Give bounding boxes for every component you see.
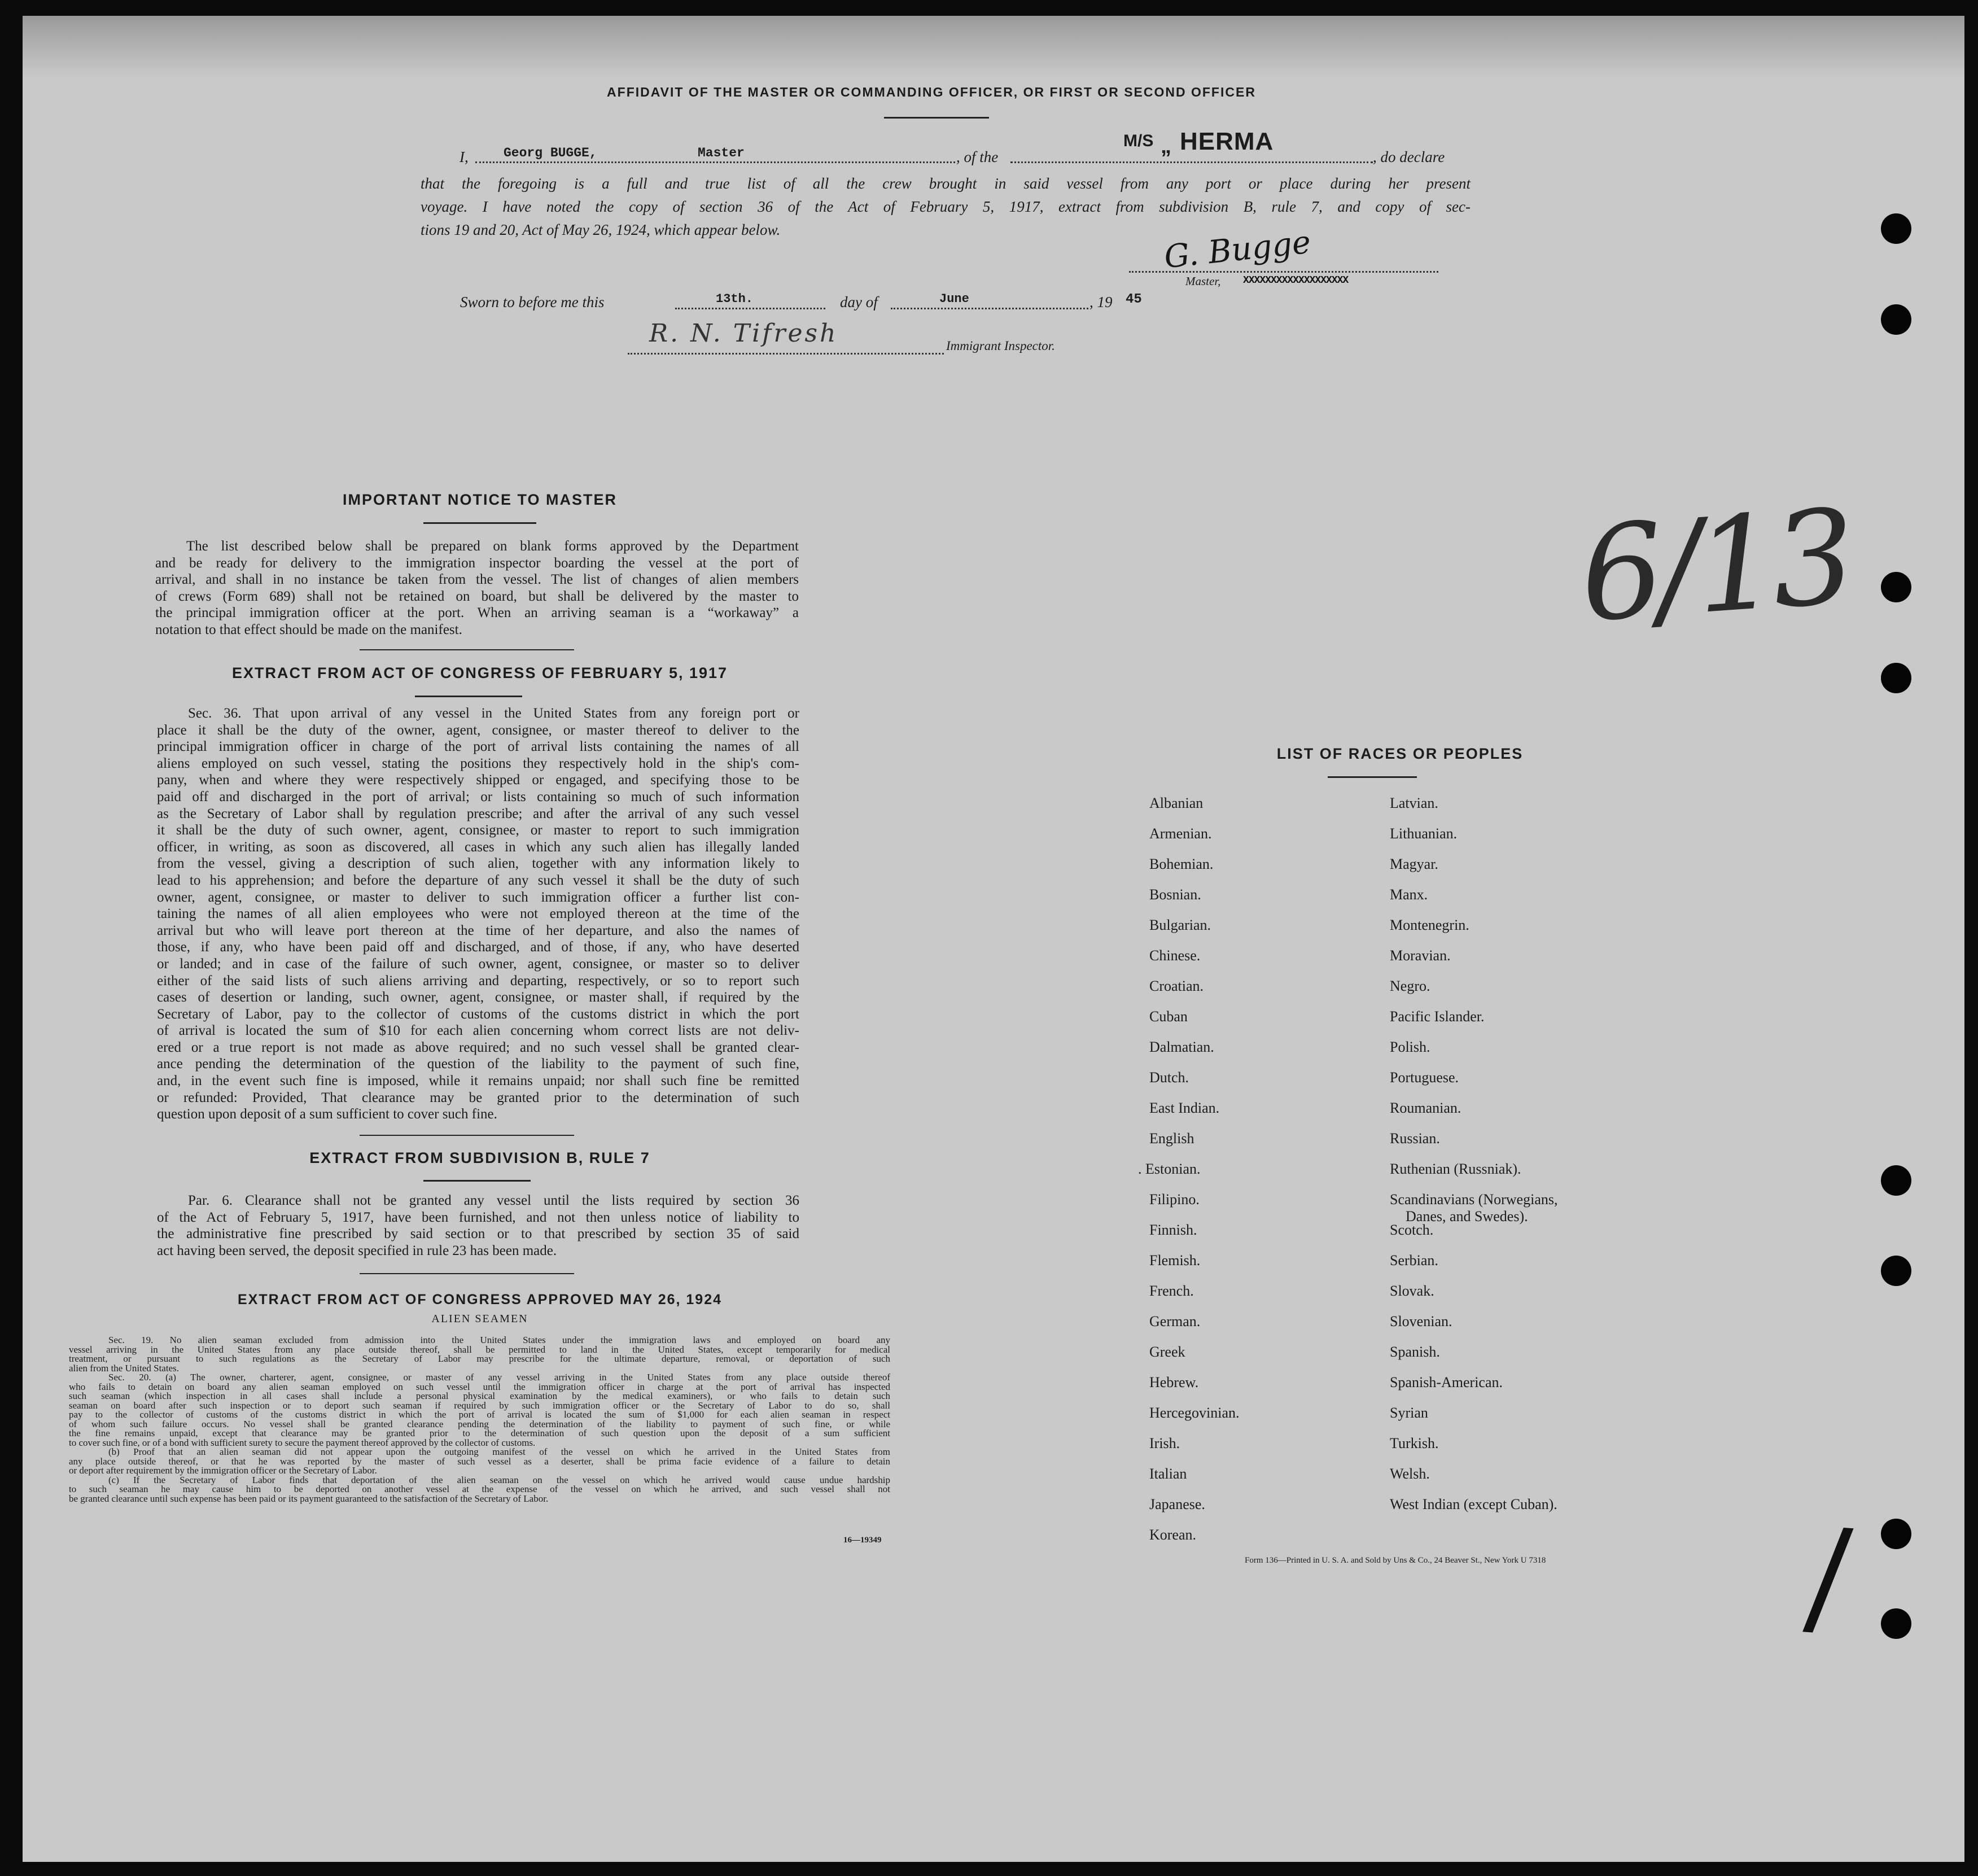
race-entry: French. bbox=[1149, 1283, 1194, 1299]
extract-1917-line: place it shall be the duty of the owner, agent, consignee, or master thereof to deliver to the bbox=[157, 722, 799, 738]
race-entry: Turkish. bbox=[1390, 1435, 1439, 1451]
notice-line: The list described below shall be prepared on blank forms approved by the Department bbox=[186, 539, 799, 554]
extract-1924-line: Sec. 20. (a) The owner, charterer, agent, consignee, or master of any vessel arriving in the United States from any place outside thereof bbox=[108, 1372, 890, 1383]
sworn-month: June bbox=[939, 292, 969, 306]
extract-1924-line: of whom such failure occurs. No vessel shall be granted clearance pending the determination of the liability to payment of such fine, or while bbox=[69, 1418, 890, 1429]
extract-rule7-line: act having been served, the deposit specified in rule 23 has been made. bbox=[157, 1243, 557, 1258]
race-entry: Filipino. bbox=[1149, 1191, 1200, 1208]
extract-1924-line: who fails to detain on board any alien seaman employed on such vessel until the immigration officer in charge at the port of arrival has inspected bbox=[69, 1381, 890, 1392]
extract-1917-line: or landed; and in case of the failure of such owner, agent, consignee, or master so to deliver bbox=[157, 956, 799, 972]
extract-1924-line: or deport after requirement by the immigration officer or the Secretary of Labor. bbox=[69, 1465, 377, 1476]
extract-1924-line: pay to the collector of customs of the customs district in which the port of arrival is located the sum of $1,000 for each alien seaman in respect bbox=[69, 1409, 890, 1420]
title-rule bbox=[884, 117, 989, 119]
race-entry: Hebrew. bbox=[1149, 1374, 1199, 1390]
margin-pen-mark: / bbox=[1801, 1500, 1856, 1654]
extract-1917-line: question upon deposit of a sum sufficient to cover such fine. bbox=[157, 1107, 497, 1122]
vessel-line bbox=[1010, 161, 1373, 163]
extract-1917-line: ance pending the determination of the question of the liability to the payment of such fine, bbox=[157, 1056, 799, 1072]
extract-1924-subtitle: ALIEN SEAMEN bbox=[431, 1313, 528, 1325]
vessel-prefix: M/S bbox=[1123, 132, 1154, 150]
extract-1924-line: to cover such fine, or of a bond with sufficient surety to secure the payment thereof approved by the collector of customs. bbox=[69, 1437, 536, 1448]
races-title: LIST OF RACES OR PEOPLES bbox=[1276, 745, 1524, 762]
extract-1917-line: paid off and discharged in the port of arrival; or lists containing so much of such information bbox=[157, 789, 799, 804]
handwritten-date-note: 6/13 bbox=[1576, 482, 1855, 651]
section-divider-1 bbox=[360, 649, 574, 650]
extract-1917-line: either of the said lists of such aliens arriving and departing, respectively, or so to report such bbox=[157, 973, 799, 989]
race-entry: Dutch. bbox=[1149, 1069, 1189, 1086]
of-the-label: , of the bbox=[956, 148, 999, 165]
form-code: 16—19349 bbox=[843, 1536, 882, 1545]
inspector-label: Immigrant Inspector. bbox=[946, 339, 1055, 353]
race-entry: Bulgarian. bbox=[1149, 917, 1211, 933]
race-entry: Magyar. bbox=[1390, 856, 1438, 872]
extract-1924-line: Sec. 19. No alien seaman excluded from admission into the United States under the immigration laws and employed on board any bbox=[108, 1335, 890, 1345]
race-entry: Serbian. bbox=[1390, 1252, 1438, 1269]
notice-text bbox=[155, 538, 799, 639]
race-entry: East Indian. bbox=[1149, 1100, 1220, 1116]
notice-line: the principal immigration officer at the port. When an arriving seaman is a “workaway” a bbox=[155, 605, 799, 621]
extract-1924-title: EXTRACT FROM ACT OF CONGRESS APPROVED MAY 26, 1924 bbox=[237, 1292, 723, 1307]
declaration-line-2: that the foregoing is a full and true list of all the crew brought in said vessel from any port or place during her present bbox=[421, 175, 1471, 192]
extract-1924-line: any place outside thereof, or that he was reported by the master of such vessel as a deserter, shall be prima facie evidence of a failure to detain bbox=[69, 1455, 890, 1467]
race-entry: Cuban bbox=[1149, 1008, 1188, 1025]
race-entry: Lithuanian. bbox=[1390, 825, 1458, 842]
affidavit-i: I, bbox=[460, 148, 469, 165]
struck-title: XXXXXXXXXXXXXXXXXXX bbox=[1243, 275, 1349, 286]
punch-hole bbox=[1881, 1256, 1911, 1286]
extract-1917-line: of arrival is located the sum of $10 for each alien concerning whom correct lists are not deliv- bbox=[157, 1023, 799, 1039]
top-shadow bbox=[23, 16, 1964, 78]
section-divider-3 bbox=[360, 1273, 574, 1274]
race-entry: Hercegovinian. bbox=[1149, 1405, 1240, 1421]
extract-1924-line: alien from the United States. bbox=[69, 1362, 179, 1374]
extract-1917-line: lead to his apprehension; and before the departure of any such vessel it shall be the duty of such bbox=[157, 872, 799, 888]
section-divider-2 bbox=[360, 1135, 574, 1136]
name-line bbox=[475, 161, 955, 163]
extract-1917-line: Secretary of Labor, pay to the collector of customs of the customs district in which the port bbox=[157, 1006, 799, 1022]
do-declare-label: , do declare bbox=[1373, 148, 1445, 165]
race-entry: Greek bbox=[1149, 1344, 1185, 1360]
month-line bbox=[891, 308, 1088, 309]
extract-1924-line: seaman on board after such inspection or to deport such seaman if required by such immigration officer or the Secretary of Labor to do so, shall bbox=[69, 1400, 890, 1411]
master-signature: G. Bugge bbox=[1162, 224, 1313, 276]
declaration-line-4: tions 19 and 20, Act of May 26, 1924, which appear below. bbox=[421, 221, 781, 238]
extract-1917-line: Sec. 36. That upon arrival of any vessel in the United States from any foreign port or bbox=[188, 706, 799, 721]
race-entry: Albanian bbox=[1149, 795, 1204, 811]
inspector-signature: R. N. Tifresh bbox=[649, 319, 838, 348]
race-entry: Danes, and Swedes). bbox=[1406, 1208, 1528, 1225]
notice-line: arrival, and shall in no instance be taken from the vessel. The list of changes of alien members bbox=[155, 572, 799, 588]
sworn-year: 45 bbox=[1126, 292, 1142, 307]
races-rule bbox=[1328, 776, 1417, 778]
punch-hole bbox=[1881, 1165, 1911, 1196]
extract-rule7-line: the administrative fine prescribed by said section or to that prescribed by section 35 of said bbox=[157, 1226, 799, 1242]
race-entry: Negro. bbox=[1390, 978, 1430, 994]
extract-1917-title: EXTRACT FROM ACT OF CONGRESS OF FEBRUARY 5, 1917 bbox=[231, 664, 728, 681]
vessel-quote: „ bbox=[1161, 134, 1171, 158]
extract-rule7-line: Par. 6. Clearance shall not be granted any vessel until the lists required by section 36 bbox=[188, 1193, 799, 1208]
extract-1917-line: taining the names of all alien employees who were not employed thereon at the time of the bbox=[157, 906, 799, 922]
race-entry: Irish. bbox=[1149, 1435, 1180, 1451]
race-entry: Roumanian. bbox=[1390, 1100, 1461, 1116]
punch-hole bbox=[1881, 1608, 1911, 1639]
extract-1924-line: treatment, or pursuant to such regulations as the Secretary of Labor may prescribe for the ultimate departure, removal, or deportation of such bbox=[69, 1353, 890, 1364]
race-entry: Pacific Islander. bbox=[1390, 1008, 1485, 1025]
extract-1924-line: vessel arriving in the United States from any place outside thereof, shall be permitted to land in the United States, except temporarily for medical bbox=[69, 1344, 890, 1355]
race-entry: Flemish. bbox=[1149, 1252, 1201, 1269]
inspector-line bbox=[628, 353, 944, 355]
race-entry: West Indian (except Cuban). bbox=[1390, 1496, 1557, 1512]
extract-rule7-line: of the Act of February 5, 1917, have been furnished, and not then unless notice of liability to bbox=[157, 1209, 799, 1225]
extract-1924-text bbox=[69, 1336, 890, 1503]
notice-line: notation to that effect should be made on the manifest. bbox=[155, 622, 462, 637]
race-entry: Bosnian. bbox=[1149, 886, 1201, 903]
race-entry: . Estonian. bbox=[1138, 1161, 1201, 1177]
race-entry: Armenian. bbox=[1149, 825, 1212, 842]
race-entry: Italian bbox=[1149, 1466, 1187, 1482]
day-line bbox=[675, 308, 825, 309]
extract-1917-line: or refunded: Provided, That clearance may be granted prior to the determination of such bbox=[157, 1090, 799, 1105]
extract-1924-line: to such seaman he may cause him to be deported on another vessel at the expense of the vessel on which he arrived, and such vessel shall not bbox=[69, 1484, 890, 1494]
race-entry: Japanese. bbox=[1149, 1496, 1205, 1512]
race-entry: Syrian bbox=[1390, 1405, 1428, 1421]
extract-1917-line: aliens employed on such vessel, stating the positions they respectively hold in the ship's com- bbox=[157, 755, 799, 771]
notice-line: of crews (Form 689) shall not be retained on board, but shall be delivered by the master to bbox=[155, 588, 799, 604]
extract-rule7-rule bbox=[423, 1180, 531, 1182]
race-entry: Scotch. bbox=[1390, 1222, 1434, 1238]
race-entry: Ruthenian (Russniak). bbox=[1390, 1161, 1521, 1177]
notice-title: IMPORTANT NOTICE TO MASTER bbox=[343, 491, 617, 508]
extract-1917-line: and, in the event such fine is imposed, while it remains unpaid; nor shall such fine be remitted bbox=[157, 1073, 799, 1089]
extract-1917-line: pany, when and where they were respectively shipped or engaged, and specifying those to be bbox=[157, 772, 799, 788]
race-entry: Dalmatian. bbox=[1149, 1039, 1214, 1055]
extract-1917-line: from the vessel, giving a description of such alien, together with any information likely to bbox=[157, 856, 799, 872]
master-position: Master bbox=[698, 146, 745, 160]
sworn-label: Sworn to before me this bbox=[460, 294, 605, 311]
extract-1917-line: cases of desertion or landing, such owner, agent, consignee, or master shall, if required by the bbox=[157, 990, 799, 1005]
vessel-name: HERMA bbox=[1180, 128, 1274, 155]
race-entry: Chinese. bbox=[1149, 947, 1201, 964]
race-entry: Russian. bbox=[1390, 1130, 1440, 1147]
race-entry: English bbox=[1149, 1130, 1194, 1147]
race-entry: Spanish-American. bbox=[1390, 1374, 1503, 1390]
race-entry: Welsh. bbox=[1390, 1466, 1430, 1482]
punch-hole bbox=[1881, 213, 1911, 244]
sworn-day: 13th. bbox=[716, 292, 754, 306]
extract-1924-line: (b) Proof that an alien seaman did not appear upon the outgoing manifest of the vessel on which he arrived in the United States from bbox=[108, 1446, 890, 1457]
race-entry: Polish. bbox=[1390, 1039, 1430, 1055]
extract-rule7-title: EXTRACT FROM SUBDIVISION B, RULE 7 bbox=[309, 1149, 650, 1166]
notice-line: and be ready for delivery to the immigration inspector boarding the vessel at the port of bbox=[155, 555, 799, 571]
extract-1917-line: as the Secretary of Labor shall by regulation prescribe; and after the arrival of any such vessel bbox=[157, 806, 799, 821]
extract-1917-line: principal immigration officer in charge of the port of arrival lists containing the names of all bbox=[157, 739, 799, 755]
extract-1917-line: officer, in writing, as soon as discovered, all cases in which any such alien has illegally landed bbox=[157, 839, 799, 855]
extract-rule7-text bbox=[157, 1192, 799, 1259]
day-of-label: day of bbox=[840, 294, 878, 311]
extract-1924-line: such seaman (which inspection in all cases shall include a personal physical examination by the medical examiners), or who fails to detain such bbox=[69, 1390, 890, 1401]
extract-1917-line: ered or a true report is not made as above required; and no such vessel shall be granted clear- bbox=[157, 1039, 799, 1055]
declaration-line-3: voyage. I have noted the copy of section 36 of the Act of February 5, 1917, extract from subdivision B, rule 7, and copy of sec- bbox=[421, 198, 1471, 215]
extract-1917-line: arrival but who will leave port thereon at the time of her departure, and also the names of bbox=[157, 922, 799, 938]
printer-footer: Form 136—Printed in U. S. A. and Sold by Uns & Co., 24 Beaver St., New York U 7318 bbox=[1245, 1556, 1546, 1565]
race-entry: Slovenian. bbox=[1390, 1313, 1452, 1330]
race-entry: Moravian. bbox=[1390, 947, 1451, 964]
signature-line bbox=[1129, 271, 1438, 273]
race-entry: Finnish. bbox=[1149, 1222, 1197, 1238]
race-entry: Latvian. bbox=[1390, 795, 1438, 811]
punch-hole bbox=[1881, 1519, 1911, 1549]
punch-hole bbox=[1881, 663, 1911, 693]
extract-1917-line: those, if any, who have been paid off and discharged, and of those, if any, who have deserted bbox=[157, 939, 799, 955]
punch-hole bbox=[1881, 572, 1911, 602]
extract-1924-line: (c) If the Secretary of Labor finds that deportation of the alien seaman on the vessel on which he arrived would cause undue hardship bbox=[108, 1474, 890, 1485]
race-entry: Slovak. bbox=[1390, 1283, 1434, 1299]
notice-rule bbox=[423, 522, 536, 524]
extract-1917-line: owner, agent, consignee, or master to deliver to such immigration officer a further list con- bbox=[157, 889, 799, 905]
master-label: Master, bbox=[1185, 274, 1221, 288]
race-entry: Bohemian. bbox=[1149, 856, 1214, 872]
extract-1917-line: it shall be the duty of such owner, agent, consignee, or master to report to such immigration bbox=[157, 823, 799, 838]
extract-1924-line: be granted clearance until such expense has been paid or its payment guaranteed to the satisfaction of the Secretary of Labor. bbox=[69, 1493, 549, 1504]
punch-hole bbox=[1881, 304, 1911, 335]
race-entry: Scandinavians (Norwegians, bbox=[1390, 1191, 1558, 1208]
extract-1917-text bbox=[157, 705, 799, 1123]
extract-1917-rule bbox=[415, 696, 522, 697]
race-entry: Portuguese. bbox=[1390, 1069, 1459, 1086]
race-entry: German. bbox=[1149, 1313, 1201, 1330]
affidavit-title: AFFIDAVIT OF THE MASTER OR COMMANDING OFFICER, OR FIRST OR SECOND OFFICER bbox=[607, 85, 1256, 99]
race-entry: Spanish. bbox=[1390, 1344, 1440, 1360]
race-entry: Korean. bbox=[1149, 1527, 1197, 1543]
year-prefix: , 19 bbox=[1089, 294, 1113, 311]
master-name: Georg BUGGE, bbox=[504, 146, 597, 160]
race-entry: Manx. bbox=[1390, 886, 1428, 903]
race-entry: Croatian. bbox=[1149, 978, 1204, 994]
race-entry: Montenegrin. bbox=[1390, 917, 1469, 933]
extract-1924-line: the fine remains unpaid, except that clearance may be granted prior to the determination of such question upon the deposit of a sum sufficient bbox=[69, 1428, 890, 1438]
